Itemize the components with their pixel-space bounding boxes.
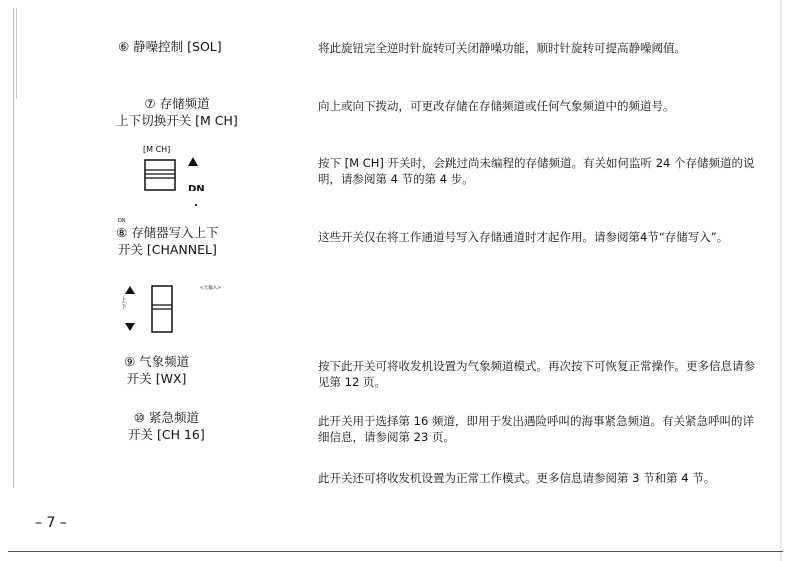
item-desc-channel-write: 这些开关仅在将工作通道号写入存储通道时才起作用。请参阅第4节“存储写入”。: [318, 230, 729, 244]
dot-mark: [195, 204, 197, 206]
mch-switch-diagram: [138, 143, 218, 208]
dn-label: DN: [188, 184, 205, 191]
label-line: ⑧ 存储器写入上下: [116, 225, 219, 240]
item-label-emergency: [128, 409, 205, 443]
item-label-squelch: [118, 38, 222, 55]
channel-switch-diagram: [120, 283, 230, 338]
item-desc-squelch: 将此旋钮完全逆时针旋转可关闭静噪功能，顺时针旋转可提高静噪阈值。: [318, 41, 686, 55]
channel-switch-illustration: [120, 283, 180, 338]
label-line: 开关 [WX]: [126, 371, 187, 386]
item-desc-emergency: 此开关用于选择第 16 频道，即用于发出遇险呼叫的海事紧急频道。有关紧急呼叫的详细信息，请参阅第 23 页。: [318, 414, 754, 444]
label-line: 上下切换开关 [M CH]: [116, 113, 238, 128]
dn-small-label: DN: [118, 218, 126, 224]
down-arrow-icon: [125, 323, 135, 331]
label-line: ⑥ 静噪控制 [SOL]: [118, 39, 222, 54]
up-arrow-icon: [125, 286, 135, 294]
item-label-channel-write: [116, 224, 219, 258]
item-label-weather: [124, 353, 189, 387]
label-line: 开关 [CH 16]: [128, 427, 205, 442]
mch-diagram-label: [M CH]: [143, 145, 171, 154]
up-arrow-icon: [188, 157, 198, 166]
item-label-memory-channel: [112, 95, 242, 129]
switch-body: [145, 160, 175, 190]
scan-edge-line: [13, 8, 14, 488]
page-number: – 7 –: [35, 515, 67, 531]
item-desc-memory-channel: 向上或向下拨动，可更改存储在存储频道或任何气象频道中的频道号。: [318, 99, 675, 113]
label-line: ⑨ 气象频道: [124, 354, 190, 369]
label-line: ⑩ 紧急频道: [133, 410, 199, 425]
scan-edge-shadow: [780, 0, 782, 561]
scan-edge-line: [16, 8, 17, 98]
item-desc-mch-skip: 按下 [M CH] 开关时，会跳过尚未编程的存储频道。有关如何监听 24 个存储频道的说明，请参阅第 4 节的第 4 步。: [318, 156, 755, 186]
label-line: ⑦ 存储频道: [144, 96, 210, 111]
item-desc-weather: 按下此开关可将收发机设置为气象频道模式。再次按下可恢复正常操作。更多信息请参见第 12 页。: [318, 359, 755, 389]
item-desc-normal-mode: 此开关还可将收发机设置为正常工作模式。更多信息请参阅第 3 节和第 4 节。: [318, 471, 716, 485]
updown-side-label: 上下: [121, 297, 128, 311]
channel-tag: <无输入>: [200, 286, 222, 291]
bottom-rule: [8, 551, 783, 552]
label-line: 开关 [CHANNEL]: [117, 242, 217, 257]
